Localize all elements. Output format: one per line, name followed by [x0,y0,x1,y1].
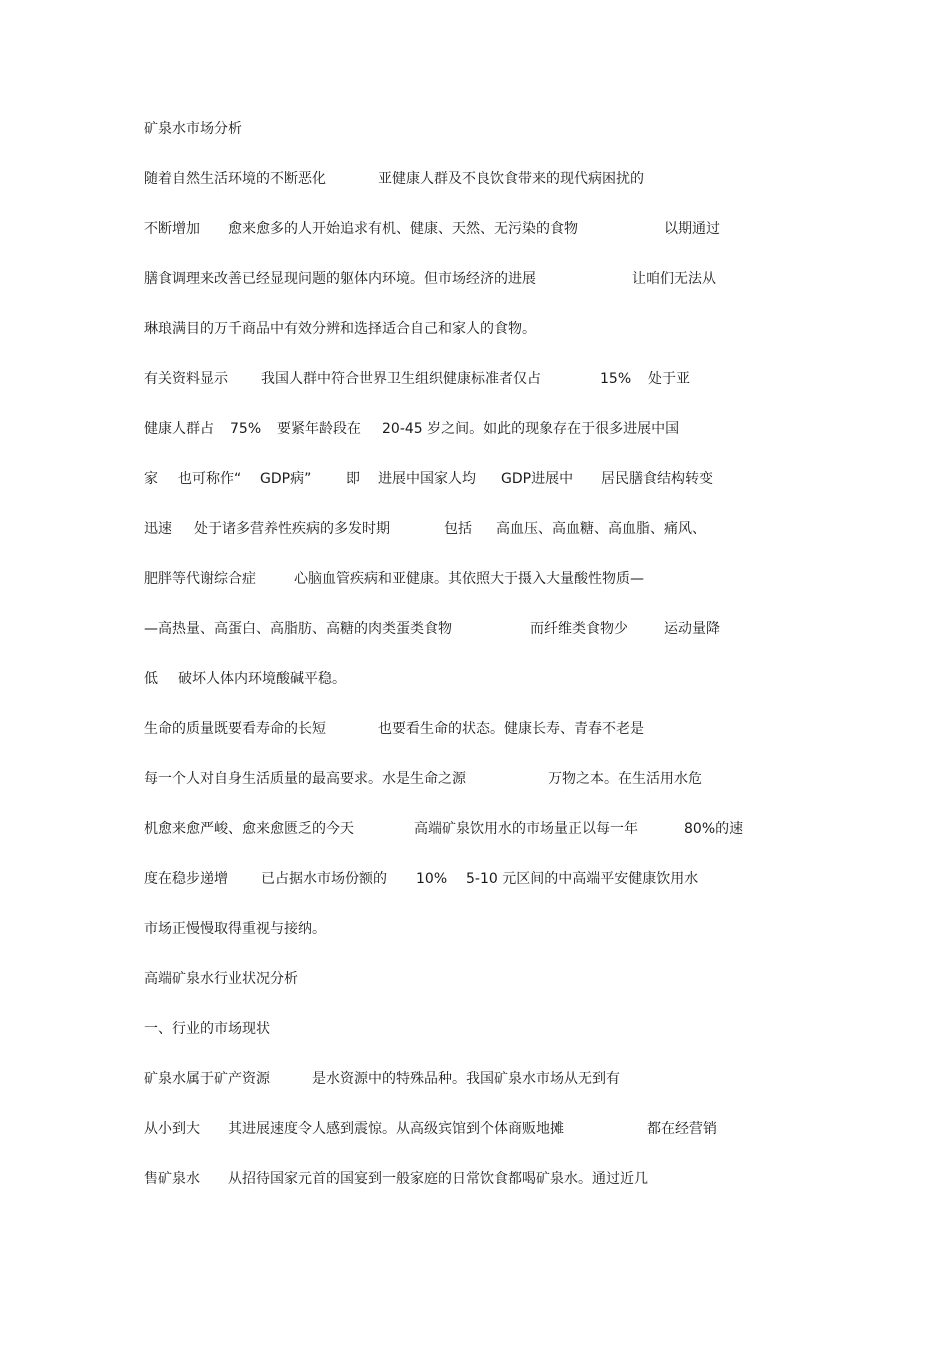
text-segment: 居民膳食结构转变 [601,471,713,487]
text-segment: 以期通过 [664,221,720,237]
text-segment: 矿泉水属于矿产资源 [144,1071,270,1087]
text-segment: 其进展速度令人感到震惊。从高级宾馆到个体商贩地摊 [228,1121,564,1137]
text-segment: 琳琅满目的万千商品中有效分辨和选择适合自己和家人的食物。 [144,321,536,337]
text-segment: GDP进展中 [501,471,574,487]
text-segment: 即 [346,471,360,487]
text-segment: 75% [230,421,262,437]
text-segment: 迅速 [144,521,172,537]
text-segment: 机愈来愈严峻、愈来愈匮乏的今天 [144,821,354,837]
text-segment: 已占据水市场份额的 [261,871,387,887]
text-segment: 处于亚 [648,371,690,387]
text-segment: 愈来愈多的人开始追求有机、健康、天然、无污染的食物 [228,221,578,237]
text-segment: 每一个人对自身生活质量的最高要求。水是生命之源 [144,771,466,787]
text-segment: 让咱们无法从 [632,271,716,287]
text-segment: 心脑血管疾病和亚健康。其依照大于摄入大量酸性物质— [294,571,644,587]
text-segment: 售矿泉水 [144,1171,200,1187]
text-segment: 生命的质量既要看寿命的长短 [144,721,326,737]
text-segment: —高热量、高蛋白、高脂肪、高糖的肉类蛋类食物 [144,621,452,637]
text-segment: 处于诸多营养性疾病的多发时期 [194,521,390,537]
text-segment: 破坏人体内环境酸碱平稳。 [178,671,346,687]
text-segment: 不断增加 [144,221,200,237]
text-segment: 矿泉水市场分析 [144,121,242,137]
text-segment: 低 [144,671,158,687]
text-segment: 也要看生命的状态。健康长寿、青春不老是 [378,721,644,737]
text-segment: 肥胖等代谢综合症 [144,571,256,587]
text-segment: 亚健康人群及不良饮食带来的现代病困扰的 [378,171,644,187]
text-segment: 我国人群中符合世界卫生组织健康标准者仅占 [261,371,541,387]
text-segment: 度在稳步递增 [144,871,228,887]
text-segment: 进展中国家人均 [378,471,476,487]
text-segment: 要紧年龄段在 [277,421,361,437]
text-segment: 80%的速 [684,821,744,837]
text-segment: 一、行业的市场现状 [144,1021,270,1037]
text-segment: 膳食调理来改善已经显现问题的躯体内环境。但市场经济的进展 [144,271,536,287]
text-segment: 高端矿泉饮用水的市场量正以每一年 [414,821,638,837]
text-segment: GDP病” [260,471,312,487]
text-segment: 有关资料显示 [144,371,228,387]
text-segment: 从小到大 [144,1121,200,1137]
text-segment: 健康人群占 [144,421,214,437]
text-segment: 高血压、高血糖、高血脂、痛风、 [496,521,706,537]
text-segment: 包括 [444,521,472,537]
text-segment: 20-45 岁之间。如此的现象存在于很多进展中国 [382,421,680,437]
text-segment: 从招待国家元首的国宴到一般家庭的日常饮食都喝矿泉水。通过近几 [228,1171,648,1187]
text-segment: 而纤维类食物少 [530,621,628,637]
text-segment: 随着自然生活环境的不断恶化 [144,171,326,187]
text-segment: 也可称作“ [178,471,242,487]
text-segment: 5-10 元区间的中高端平安健康饮用水 [466,871,699,887]
text-segment: 10% [416,871,448,887]
text-segment: 都在经营销 [647,1121,717,1137]
text-segment: 15% [600,371,632,387]
text-segment: 万物之本。在生活用水危 [548,771,702,787]
text-segment: 市场正慢慢取得重视与接纳。 [144,921,326,937]
text-segment: 家 [144,471,158,487]
text-segment: 运动量降 [664,621,720,637]
text-segment: 是水资源中的特殊品种。我国矿泉水市场从无到有 [312,1071,620,1087]
text-segment: 高端矿泉水行业状况分析 [144,971,298,987]
